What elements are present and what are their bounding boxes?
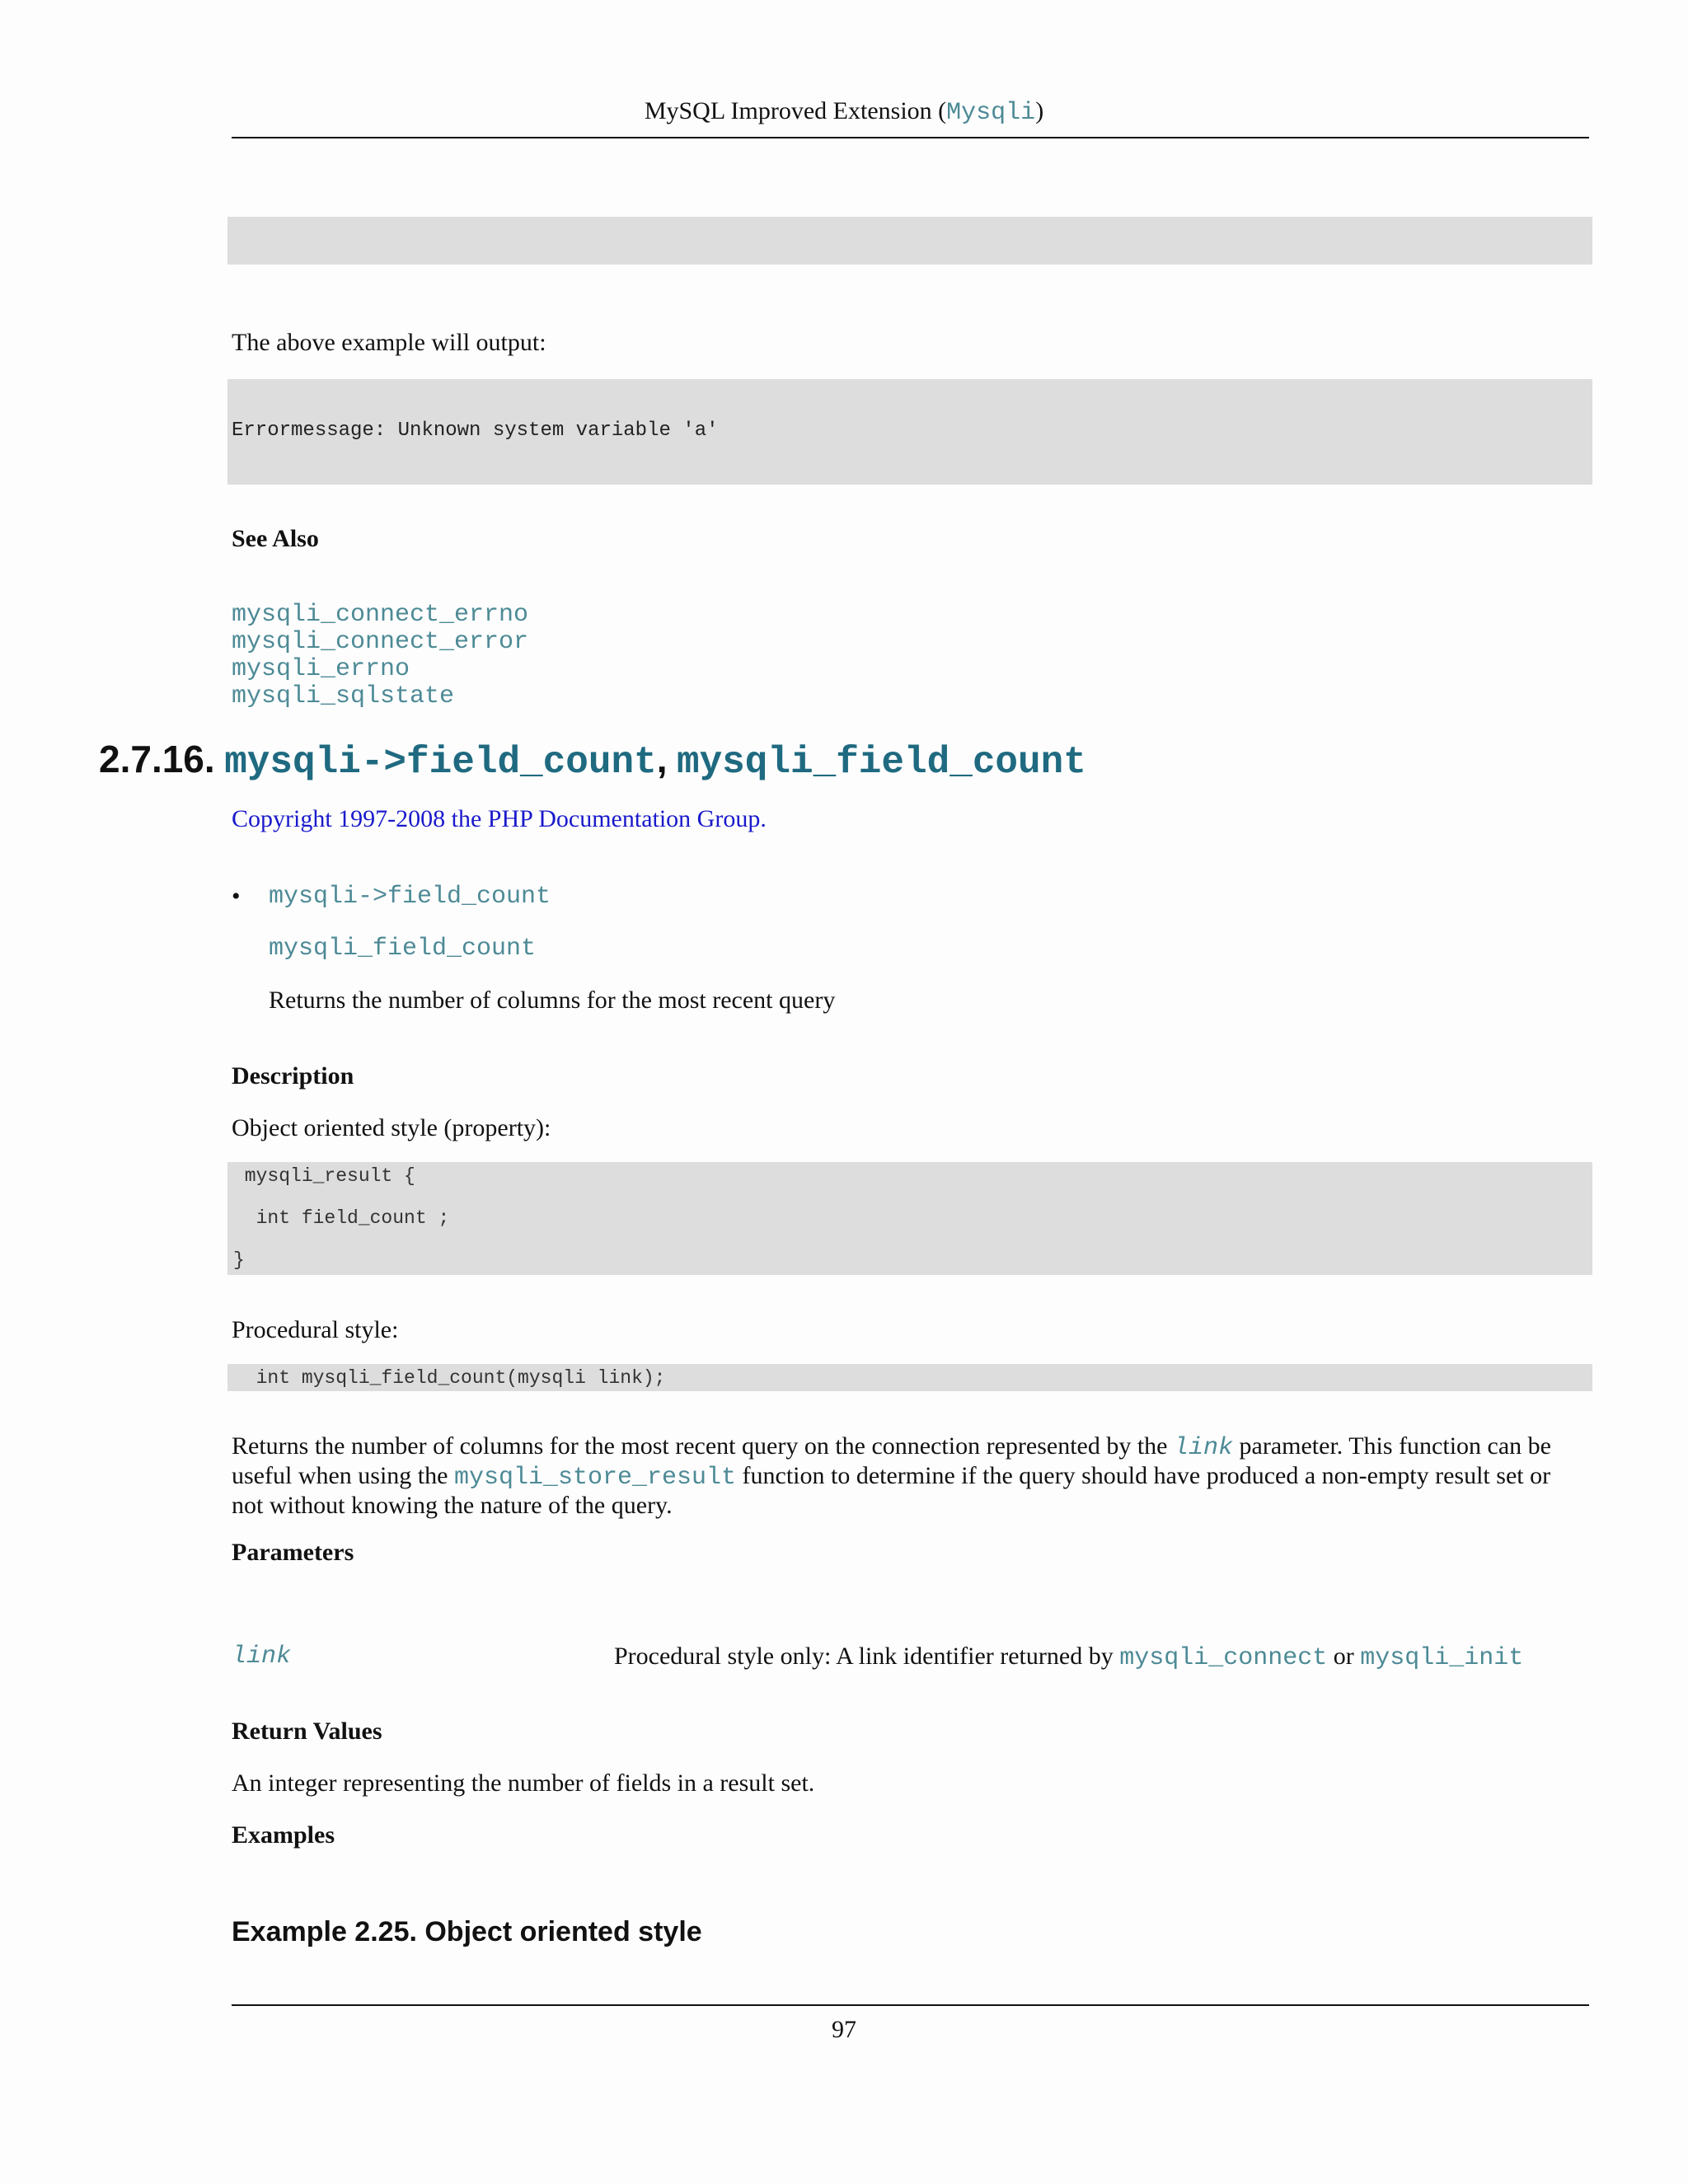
examples-heading: Examples xyxy=(232,1821,335,1849)
parameter-desc-link[interactable]: mysqli_init xyxy=(1360,1644,1524,1672)
section-function-link[interactable]: mysqli_field_count xyxy=(676,741,1086,784)
code-line: int field_count ; xyxy=(233,1207,450,1229)
output-intro: The above example will output: xyxy=(232,329,546,356)
parameter-desc-text: or xyxy=(1327,1643,1361,1670)
code-line: mysqli_result { xyxy=(233,1165,415,1187)
header-title-code[interactable]: Mysqli xyxy=(946,99,1036,127)
footer-divider xyxy=(232,2004,1589,2006)
section-function-link[interactable]: mysqli->field_count xyxy=(224,741,657,784)
bullet-function-name[interactable]: mysqli->field_count xyxy=(269,883,551,911)
para-text: parameter. This function can be useful when using the xyxy=(232,1432,1551,1489)
see-also-link[interactable]: mysqli_sqlstate xyxy=(232,682,455,710)
return-values-heading: Return Values xyxy=(232,1718,382,1745)
copyright-link[interactable]: Copyright 1997-2008 the PHP Documentation Group. xyxy=(232,805,767,832)
header-title-text: MySQL Improved Extension ( xyxy=(644,97,947,124)
para-text: Returns the number of columns for the most recent query on the connection represented by the xyxy=(232,1432,1174,1460)
see-also-links xyxy=(232,602,528,710)
page-header-title xyxy=(0,95,1688,129)
para-text: function to determine if the query should have produced a non-empty result set or not without knowing the nature of the query. xyxy=(232,1462,1551,1519)
code-block-empty xyxy=(227,217,1592,265)
header-divider xyxy=(232,137,1589,138)
header-title-suffix: ) xyxy=(1035,97,1044,124)
see-also-link[interactable]: mysqli_connect_errno xyxy=(232,601,529,629)
section-separator: , xyxy=(656,738,668,780)
example-title: Example 2.25. Object oriented style xyxy=(232,1916,702,1947)
see-also-link[interactable]: mysqli_connect_error xyxy=(232,628,529,656)
parameter-desc-link[interactable]: mysqli_connect xyxy=(1119,1644,1328,1672)
bullet-function-name[interactable]: mysqli_field_count xyxy=(269,935,537,963)
parameter-description xyxy=(614,1640,1523,1675)
section-title xyxy=(99,732,1086,790)
page-number: 97 xyxy=(832,2016,856,2043)
code-line: int mysqli_field_count(mysqli link); xyxy=(233,1367,666,1389)
see-also-heading: See Also xyxy=(232,525,319,552)
parameter-name[interactable]: link xyxy=(232,1643,292,1671)
description-heading: Description xyxy=(232,1062,354,1090)
oo-style-label: Object oriented style (property): xyxy=(232,1114,551,1141)
description-paragraph xyxy=(232,1432,1583,1519)
return-values-text: An integer representing the number of fields in a result set. xyxy=(232,1769,815,1797)
output-text: Errormessage: Unknown system variable 'a' xyxy=(232,419,719,442)
parameter-desc-text: Procedural style only: A link identifier returned by xyxy=(614,1643,1120,1670)
para-param-link[interactable]: link xyxy=(1174,1434,1234,1462)
bullet-marker: • xyxy=(232,883,241,910)
bullet-description: Returns the number of columns for the most recent query xyxy=(269,987,836,1014)
code-line: } xyxy=(233,1249,245,1271)
procedural-style-label: Procedural style: xyxy=(232,1316,399,1343)
parameters-heading: Parameters xyxy=(232,1539,354,1566)
para-function-link[interactable]: mysqli_store_result xyxy=(453,1464,737,1492)
see-also-link[interactable]: mysqli_errno xyxy=(232,655,410,683)
section-number: 2.7.16. xyxy=(99,738,215,780)
